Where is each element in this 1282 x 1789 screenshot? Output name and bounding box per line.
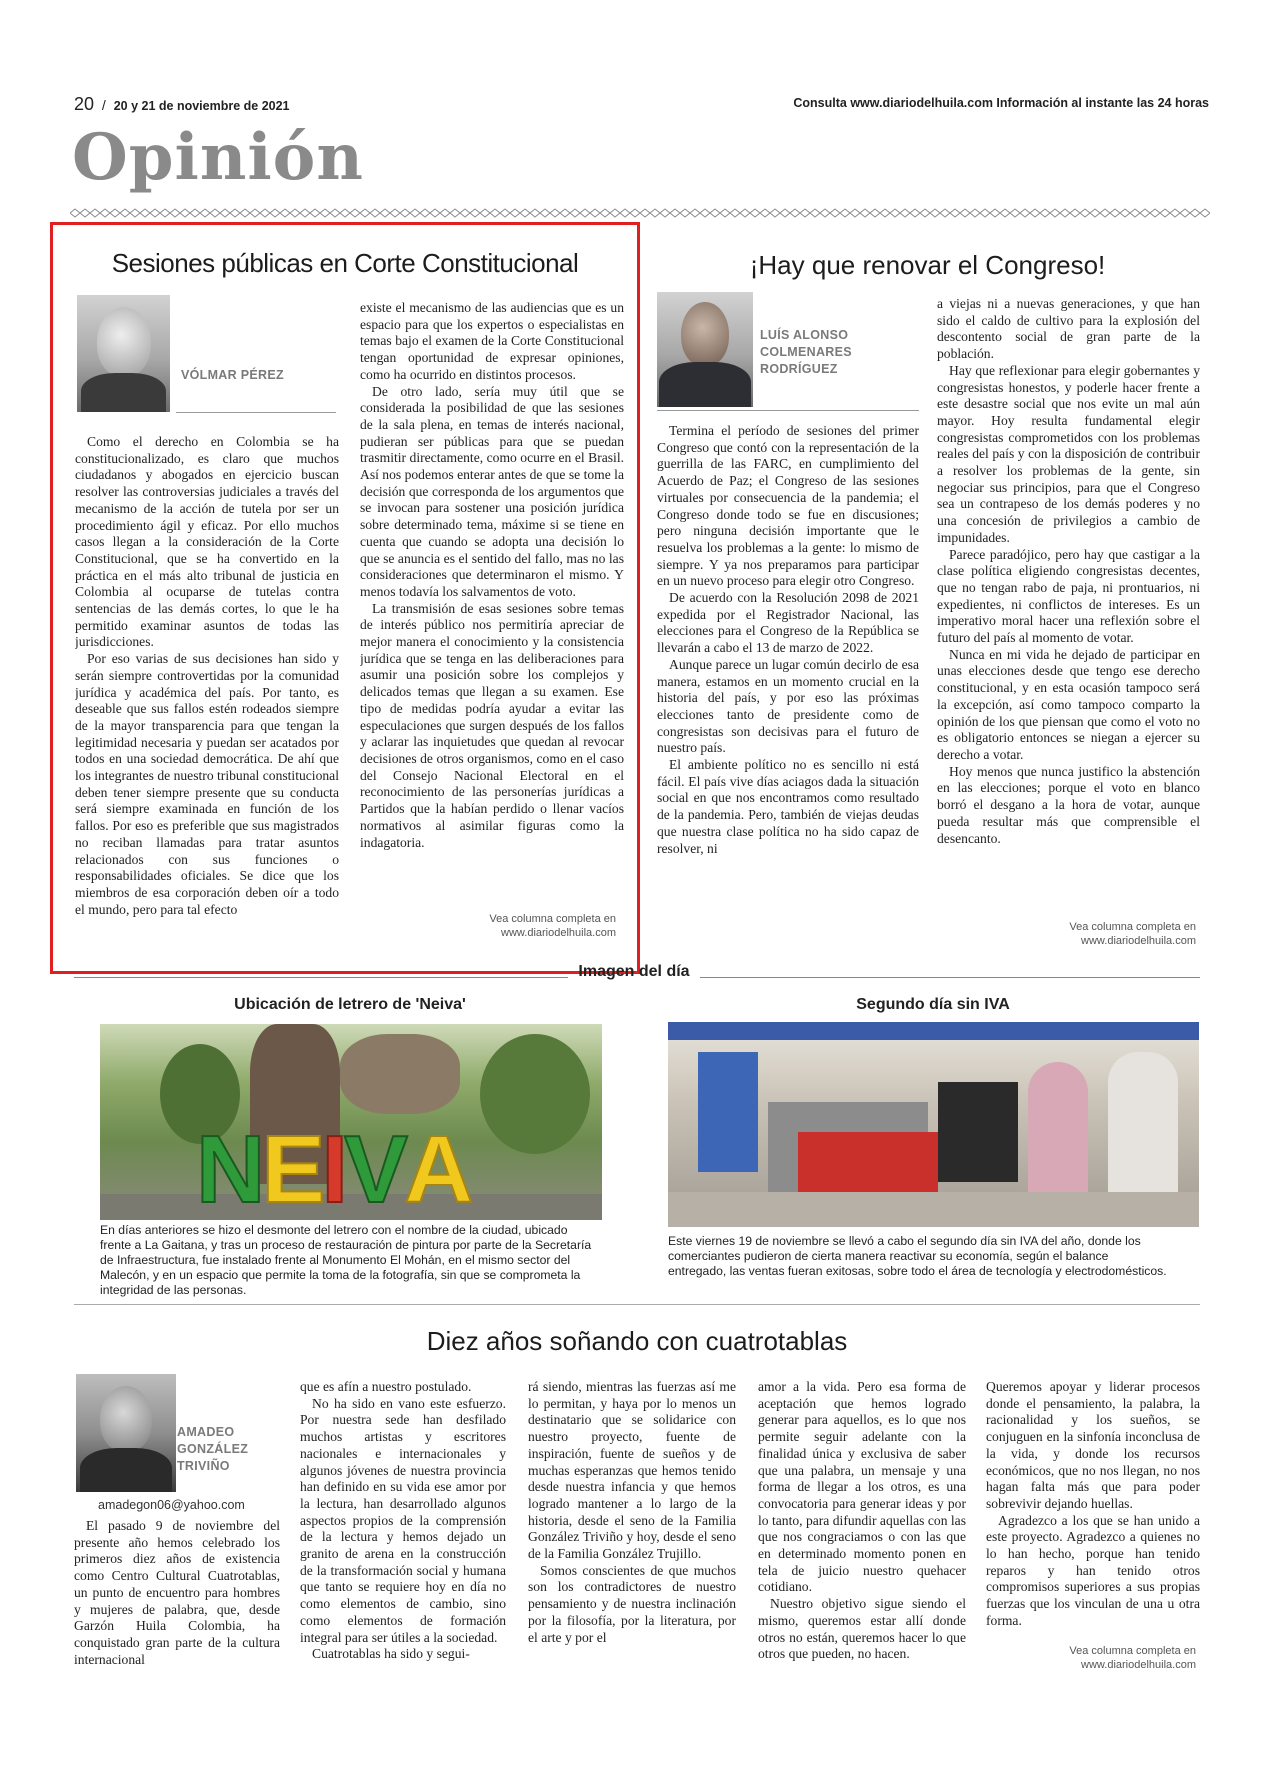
article3-col5-p2: Agradezco a los que se han unido a este proyecto. Agradezco a quienes no lo han hecho, porque han tenido reparos y han tenido otros compromisos superiores a sus propias fuerzas que los vinculan de una u otra forma. — [986, 1512, 1200, 1628]
article2-title: ¡Hay que renovar el Congreso! — [749, 250, 1106, 280]
article2-author-rule — [657, 410, 919, 411]
header-slash: / — [101, 97, 106, 113]
article3-author: AMADEO GONZÁLEZ TRIVIÑO — [177, 1425, 249, 1473]
article3-col1-p1: El pasado 9 de noviembre del presente año hemos celebrado los primeros diez años de existencia como Centro Cultural Cuatrotablas, un punto de encuentro para hombres y mujeres de palabra, que, desde Garzón Huila Colombia, ha conquistado gran parte de la cultura internacional — [74, 1518, 280, 1667]
photo2-image — [668, 1022, 1199, 1227]
article2-col1-p3: Aunque parece un lugar común decirlo de esa manera, estamos en un momento crucial en la historia del país, y por eso las próximas elecciones tanto de presidente como de congresistas son decisivas para el futuro de nuestro país. — [657, 656, 919, 756]
article1-vea-columna: Vea columna completa en www.diariodelhuila.com — [420, 912, 616, 940]
header-date: 20 y 21 de noviembre de 2021 — [113, 99, 290, 113]
article2-col1-p4: El ambiente político no es sencillo ni está fácil. El país vive días aciagos dada la situación social en que nos encontramos como resultado de la pandemia. Pero, también de viejas deudas que nuestra clase política no ha sido capaz de resolver, ni — [657, 757, 919, 856]
neiva-sign-letter-n: N — [196, 1116, 262, 1220]
page-header — [74, 94, 1209, 114]
article2-col2-p1: a viejas ni a nuevas generaciones, y que han sido el caldo de cultivo para la explosión del descontento social de gran parte de la población. — [937, 296, 1200, 362]
article3-col3-p1: rá siendo, mientras las fuerzas así me lo permitan, y haya por lo menos un destinatario que se solidarice con nuestro proyecto, fuente de inspiración, fuente de sueños y de muchas esperanzas que hemos tenido desde nuestra infancia y que hemos logrado mantener a lo largo de la historia, desde el seno de la Familia González Triviño y hoy, desde el seno de la Familia González Trujillo. — [528, 1379, 736, 1562]
article3-vea-columna: Vea columna completa en www.diariodelhuila.com — [1000, 1644, 1196, 1672]
article2-site-link[interactable]: www.diariodelhuila.com — [1081, 935, 1196, 947]
photo1-title: Ubicación de letrero de 'Neiva' — [234, 996, 466, 1013]
photo2-caption: Este viernes 19 de noviembre se llevó a cabo el segundo día sin IVA del año, donde los comerciantes pudieron de cierta manera reactivar su economía, según el balance entregado, las ventas fueran exitosas, sobre todo el área de tecnología y electrodomésticos. — [668, 1234, 1167, 1278]
article3-col4-p2: Nuestro objetivo sigue siendo el mismo, queremos estar allí donde otros no están, queremos hacer lo que otros que pueden, no hacen. — [758, 1596, 966, 1662]
imagen-del-dia-rule-right — [700, 977, 1200, 978]
neiva-sign-letter-i: I — [321, 1116, 345, 1220]
photo1-image — [100, 1024, 602, 1220]
article1-title: Sesiones públicas en Corte Constitucional — [111, 248, 579, 278]
article1-column-2 — [360, 300, 624, 920]
article3-col3-p2: Somos conscientes de que muchos son los contradictores de nuestro pensamiento y de nuestra inclinación por la filosofía, por la literatura, por el arte y por el — [528, 1562, 736, 1645]
article1-site-link[interactable]: www.diariodelhuila.com — [501, 927, 616, 939]
header-site-link[interactable]: www.diariodelhuila.com — [850, 96, 993, 110]
article2-col1-p2: De acuerdo con la Resolución 2098 de 2021 expedida por el Registrador Nacional, las elecciones para el Congreso de la República se llevarán a cabo el 13 de marzo de 2022. — [657, 590, 919, 656]
imagen-del-dia-label: Imagen del día — [578, 963, 690, 980]
neiva-sign — [196, 1116, 526, 1220]
neiva-sign-letter-a: A — [404, 1116, 470, 1220]
photo2-title: Segundo día sin IVA — [856, 996, 1010, 1013]
article2-column-2 — [937, 296, 1200, 916]
article1-col1-p2: Por eso varias de sus decisiones han sido y serán siempre controvertidas por la comunidad jurídica y académica del país. Por tanto, es deseable que sus fallos estén rodeados siempre de la mayor transparencia para que tengan la legitimidad necesaria y puedan ser acatados por todos en una sociedad democrática. De ahí que los integrantes de nuestro tribunal constitucional deben tener siempre presente que su conducta será siempre examinada en función de los fallos. Por eso es preferible que sus magistrados no reciban llamadas para tratar asuntos relacionados con sus funciones o responsabilidades oficiales. Se dice que los miembros de esa corporación deben oír a todo el mundo, pero para tal efecto — [75, 651, 339, 917]
article2-col2-p2: Hay que reflexionar para elegir gobernantes y congresistas honestos, y poderle hacer frente a este desastre social que nos evite un mal aún mayor. Hoy resulta fundamental elegir congresistas comprometidos con los problemas reales del país y con la disposición de contribuir a resolver los problemas de la gente, sin negociar sus principios, para que el Congreso sea un contrapeso de los demás poderes y no una concesión de privilegios a cambio de impunidades. — [937, 362, 1200, 545]
article1-author-rule — [176, 412, 336, 413]
article2-author-photo — [657, 292, 753, 407]
section-title: Opinión — [72, 120, 364, 195]
article3-column-1 — [74, 1518, 280, 1670]
article1-col2-p3: La transmisión de esas sesiones sobre temas de interés público nos permitiría apreciar de mejor manera el conocimiento y la consistencia jurídica que se tenga en las deliberaciones para asumir una posición sobre los complejos y delicados temas que llegan a su examen. Ese tipo de medidas podría ayudar a evitar las especulaciones que surgen después de los fallos y aclarar las inquietudes que quedan al revocar decisiones de otros organismos, como en el caso del Consejo Nacional Electoral en el reconocimiento de las personerías jurídicas a Partidos que la habían perdido o llenar vacíos normativos al asimilar figuras como la indagatoria. — [360, 600, 624, 850]
photo1-caption: En días anteriores se hizo el desmonte del letrero con el nombre de la ciudad, ubicado frente a La Gaitana, y tras un proceso de restauración de pintura por parte de la Secretaría de Infraestructura, fue instalado frente al Monumento El Mohán, en el mismo sector del Malecón, y en un espacio que permite la toma de la fotografía, sin que se comprometa la integridad de las personas. — [100, 1223, 592, 1297]
article3-col2-p1: que es afín a nuestro postulado. — [300, 1379, 472, 1394]
article2-col1-p1: Termina el período de sesiones del primer Congreso que contó con la representación de la guerrilla de las FARC, en cumplimiento del Acuerdo de Paz; el Congreso de las sesiones virtuales por consecuencia de la pandemia; el Congreso donde todo se fue en discusiones; pero ninguna decisión importante que le resuelva los problemas a la gente: lo mismo de siempre. Y ya nos preparamos para participar en un nuevo proceso para elegir otro Congreso. — [657, 423, 919, 589]
imagen-del-dia-rule-left — [74, 977, 568, 978]
article3-col2-p2: No ha sido en vano este esfuerzo. Por nuestra sede han desfilado muchos artistas y escritores nacionales e internacionales y algunos jóvenes de nuestra provincia han definido en su vida ese amor por la lectura, han desarrollado algunos aspectos propios de la comprensión de la lectura y hemos dejado un granito de arena en la construcción de la transformación social y humana que tanto se requiere hoy en día no como elementos de cambio, sino como elementos de formación integral para ser útiles a la sociedad. — [300, 1395, 506, 1645]
header-right-text: Consulta www.diariodelhuila.com Información al instante las 24 horas — [793, 96, 1209, 110]
article1-col1-p1: Como el derecho en Colombia se ha constitucionalizado, es claro que muchos ciudadanos y abogados en ejercicio buscan resolver las controversias judiciales a través del mecanismo de la acción de tutela por ser un procedimiento ágil y eficaz. Por ello muchos casos llegan a la consideración de la Corte Constitucional, que se ha convertido en la práctica en el más alto tribunal de justicia en Colombia al ocuparse de tutelas contra sentencias de las demás cortes, lo que le ha permitido examinar asuntos de todas las jurisdicciones. — [75, 434, 339, 650]
article3-top-rule — [74, 1304, 1200, 1305]
article3-column-2 — [300, 1379, 506, 1671]
section-zigzag-rule — [70, 208, 1210, 218]
article1-col2-p2: De otro lado, sería muy útil que se considerada la posibilidad de que las sesiones de la sala plena, en temas de interés nacional, pudieran ser públicas para que se puedan trasmitir directamente, como ocurre en el Brasil. Así nos podemos enterar antes de que se tome la decisión que corresponda de los argumentos que se invocan para sostener una posición jurídica sobre determinado tema, máxime si se tiene en cuenta que cuando se adopta una decisión lo que se anuncia es el sentido del fallo, mas no las consideraciones que determinaron el mismo. Y menos todavía los salvamentos de voto. — [360, 383, 624, 599]
article3-col5-p1: Queremos apoyar y liderar procesos donde el pensamiento, la palabra, la racionalidad y los sueños, se conjuguen en la sinfonía inconclusa de la vida, y donde los recursos económicos, que no nos llegan, no nos hagan falta más que para poder sobrevivir dejando huellas. — [986, 1379, 1200, 1511]
article3-column-4 — [758, 1379, 966, 1671]
article2-author: LUÍS ALONSO COLMENARES RODRÍGUEZ — [760, 328, 852, 376]
article3-site-link[interactable]: www.diariodelhuila.com — [1081, 1659, 1196, 1671]
neiva-sign-letter-v: V — [344, 1116, 405, 1220]
neiva-sign-letter-e: E — [261, 1116, 322, 1220]
article1-author-photo — [77, 295, 170, 412]
article2-column-1 — [657, 423, 919, 933]
article1-author: VÓLMAR PÉREZ — [181, 368, 284, 382]
article3-column-5 — [986, 1379, 1200, 1641]
article3-column-3 — [528, 1379, 736, 1671]
article1-col2-p1: existe el mecanismo de las audiencias que es un espacio para que los expertos o especialistas en temas bajo el examen de la Corte Constitucional tengan oportunidad de expresar opiniones, como ha ocurrido en distintos procesos. — [360, 300, 624, 382]
page-number: 20 — [74, 94, 95, 114]
article3-title: Diez años soñando con cuatrotablas — [426, 1326, 848, 1356]
article3-author-photo — [76, 1374, 176, 1492]
article1-column-1 — [75, 434, 339, 937]
article2-vea-columna: Vea columna completa en www.diariodelhuila.com — [1000, 920, 1196, 948]
article2-col2-p3: Parece paradójico, pero hay que castigar a la clase política eligiendo congresistas decentes, que no tengan rabo de paja, ni prontuarios, ni expedientes, ni conflictos de intereses. Es un imperativo moral hacer una reflexión sobre el futuro del país al momento de votar. — [937, 546, 1200, 646]
article2-col2-p5: Hoy menos que nunca justifico la abstención en las elecciones; porque el voto en blanco borró el desgano a la hora de votar, aunque pueda resultar más que comprensible el desencanto. — [937, 763, 1200, 846]
article3-author-email[interactable]: amadegon06@yahoo.com — [98, 1498, 245, 1512]
article3-col2-p3: Cuatrotablas ha sido y segui- — [312, 1646, 470, 1662]
article3-col4-p1: amor a la vida. Pero esa forma de aceptación que hemos logrado generar para aquellos, es lo que nos permite seguir adelante con la finalidad única y exclusiva de saber que una palabra, un mensaje y una forma de llegar a los otros, es una convocatoria para generar ideas y por lo tanto, para difundir aquellas con las que nos congraciamos o con las que en determinado momento ponen en tela de juicio nuestro quehacer cotidiano. — [758, 1379, 966, 1595]
article2-col2-p4: Nunca en mi vida he dejado de participar en unas elecciones desde que tengo ese derecho constitucional, y en esta ocasión tampoco será la excepción, así como tampoco comparto la opinión de los que piensan que como el voto no es obligatorio entonces se niegan a ejercer su derecho a votar. — [937, 646, 1200, 762]
